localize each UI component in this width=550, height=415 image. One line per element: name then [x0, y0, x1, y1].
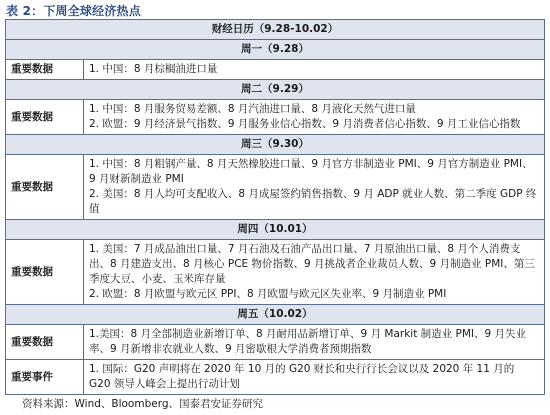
day-header-row: [6, 305, 545, 325]
row-label: 重要数据: [6, 100, 84, 135]
list-item: 1. 美国：7 月成品油出口量、7 月石油及石油产品出口量、7 月原油出口量、8 月个人消费支出、8 月建造支出、8 月核心 PCE 物价指数、9 月挑战者企业裁员人数、9 月制造业 PMI、第三季度大豆、小麦、玉米库存量: [89, 243, 535, 285]
list-item: 2. 美国：8 月人均可支配收入、8 月成屋签约销售指数、9 月 ADP 就业人数、第二季度 GDP 终值: [89, 188, 537, 215]
row-content: [84, 100, 545, 135]
row-label: 重要数据: [6, 325, 84, 360]
table-row: [6, 155, 545, 220]
list-item: 2. 欧盟：8 月欧盟与欧元区 PPI、8 月欧盟与欧元区失业率、9 月制造业 PMI: [89, 288, 447, 300]
calendar-title: 财经日历（9.28-10.02）: [6, 20, 545, 40]
list-item: 1. 中国：8 月棕榈油进口量: [89, 63, 218, 75]
row-label: 重要事件: [6, 360, 84, 395]
table-row: [6, 100, 545, 135]
table-row: [6, 325, 545, 360]
day-header: 周一（9.28）: [6, 40, 545, 60]
row-content: [84, 325, 545, 360]
row-label: 重要数据: [6, 155, 84, 220]
row-label: 重要数据: [6, 240, 84, 305]
row-content: [84, 360, 545, 395]
calendar-body: [6, 20, 545, 395]
day-header-row: [6, 80, 545, 100]
row-content: [84, 155, 545, 220]
row-content: [84, 60, 545, 80]
list-item: 2. 欧盟：9 月经济景气指数、9 月服务业信心指数、9 月消费者信心指数、9 月工业信心指数: [89, 118, 521, 130]
day-header-row: [6, 220, 545, 240]
row-label: 重要数据: [6, 60, 84, 80]
table-row: [6, 60, 545, 80]
day-header: 周二（9.29）: [6, 80, 545, 100]
day-header-row: [6, 40, 545, 60]
list-item: 1. 国际：G20 声明将在 2020 年 10 月的 G20 财长和央行行长会议以及 2020 年 11 月的 G20 领导人峰会上提出行动计划: [89, 363, 515, 390]
list-item: 1. 中国：8 月服务贸易差额、8 月汽油进口量、8 月液化天然气进口量: [89, 103, 416, 115]
financial-calendar-table: [5, 19, 545, 395]
row-content: [84, 240, 545, 305]
list-item: 1.美国：8 月全部制造业新增订单、8 月耐用品新增订单、9 月 Markit 制造业 PMI、9 月失业率、9 月新增非农就业人数、9 月密歇根大学消费者预期指数: [89, 328, 527, 355]
table-caption: 表 2：下周全球经济热点: [6, 4, 141, 18]
calendar-title-row: [6, 20, 545, 40]
day-header: 周四（10.01）: [6, 220, 545, 240]
day-header: 周三（9.30）: [6, 135, 545, 155]
table-row: [6, 240, 545, 305]
list-item: 1. 中国：8 月粗钢产量、8 月天然橡胶进口量、9 月官方非制造业 PMI、9 月官方制造业 PMI、9 月财新制造业 PMI: [89, 158, 533, 185]
day-header-row: [6, 135, 545, 155]
table-row: [6, 360, 545, 395]
source-note: 资料来源：Wind、Bloomberg、国泰君安证券研究: [22, 398, 264, 410]
day-header: 周五（10.02）: [6, 305, 545, 325]
